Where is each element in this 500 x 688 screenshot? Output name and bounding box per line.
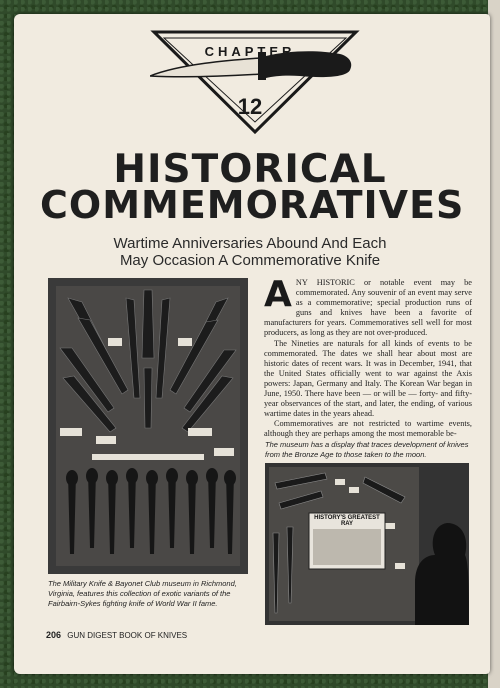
chapter-label: CHAPTER (204, 44, 296, 59)
page-title-line1: HISTORICAL (113, 147, 387, 192)
page-number: 206 (46, 630, 62, 640)
article-paragraph-2: The Nineties are naturals for all kinds of events to be commemorated. The dates we shall hear about most are historic dates of recent wars. It was in December, 1941, that the United States officially went to war against the Axis powers: Japan, Germany and Italy. The Korean War began in June, 1950. There have been — or will be — forty- and fifty-year observances of the start, and later, the ending, of various wartime dates in the years ahead. (264, 338, 472, 419)
history-sign-text: HISTORY'S GREATEST RAY (314, 515, 380, 527)
subtitle-line1: Wartime Anniversaries Abound And Each (113, 235, 387, 252)
drop-cap: A (264, 274, 292, 315)
article-body (264, 274, 472, 440)
running-head: GUN DIGEST BOOK OF KNIVES (67, 631, 188, 640)
collection-caption: The Military Knife & Bayonet Club museum in Richmond, Virginia, features this collection of exotic variants of the Fairbairn-Sykes fighting knife of World War II fame. (48, 579, 237, 608)
knife-collection-photo (48, 278, 248, 574)
chapter-number: 12 (237, 94, 263, 119)
article-paragraph-1 (264, 274, 472, 339)
chapter-emblem (150, 28, 360, 136)
page-title-line2: COMMEMORATIVES (40, 183, 465, 227)
subtitle (80, 235, 420, 269)
museum-display-image (265, 463, 469, 625)
museum-caption: The museum has a display that traces development of knives from the Bronze Age to those taken to the moon. (265, 440, 469, 459)
dagger-collection-image (48, 278, 248, 574)
article-paragraph-3: Commemoratives are not restricted to wartime events, although they are perhaps among the most memorable be- (264, 419, 472, 439)
museum-display-photo (265, 463, 469, 625)
paragraph-1-text: NY HISTORIC or notable event may be commemorated. Any souvenir of an event may serve as a commemorative; special production runs of guns and knives have been a favorite of manufacturers for years. Commemoratives sell well for most producers, as long as they are not over-produced. (264, 278, 472, 338)
page-folio (46, 630, 187, 640)
subtitle-line2: May Occasion A Commemorative Knife (119, 252, 381, 269)
